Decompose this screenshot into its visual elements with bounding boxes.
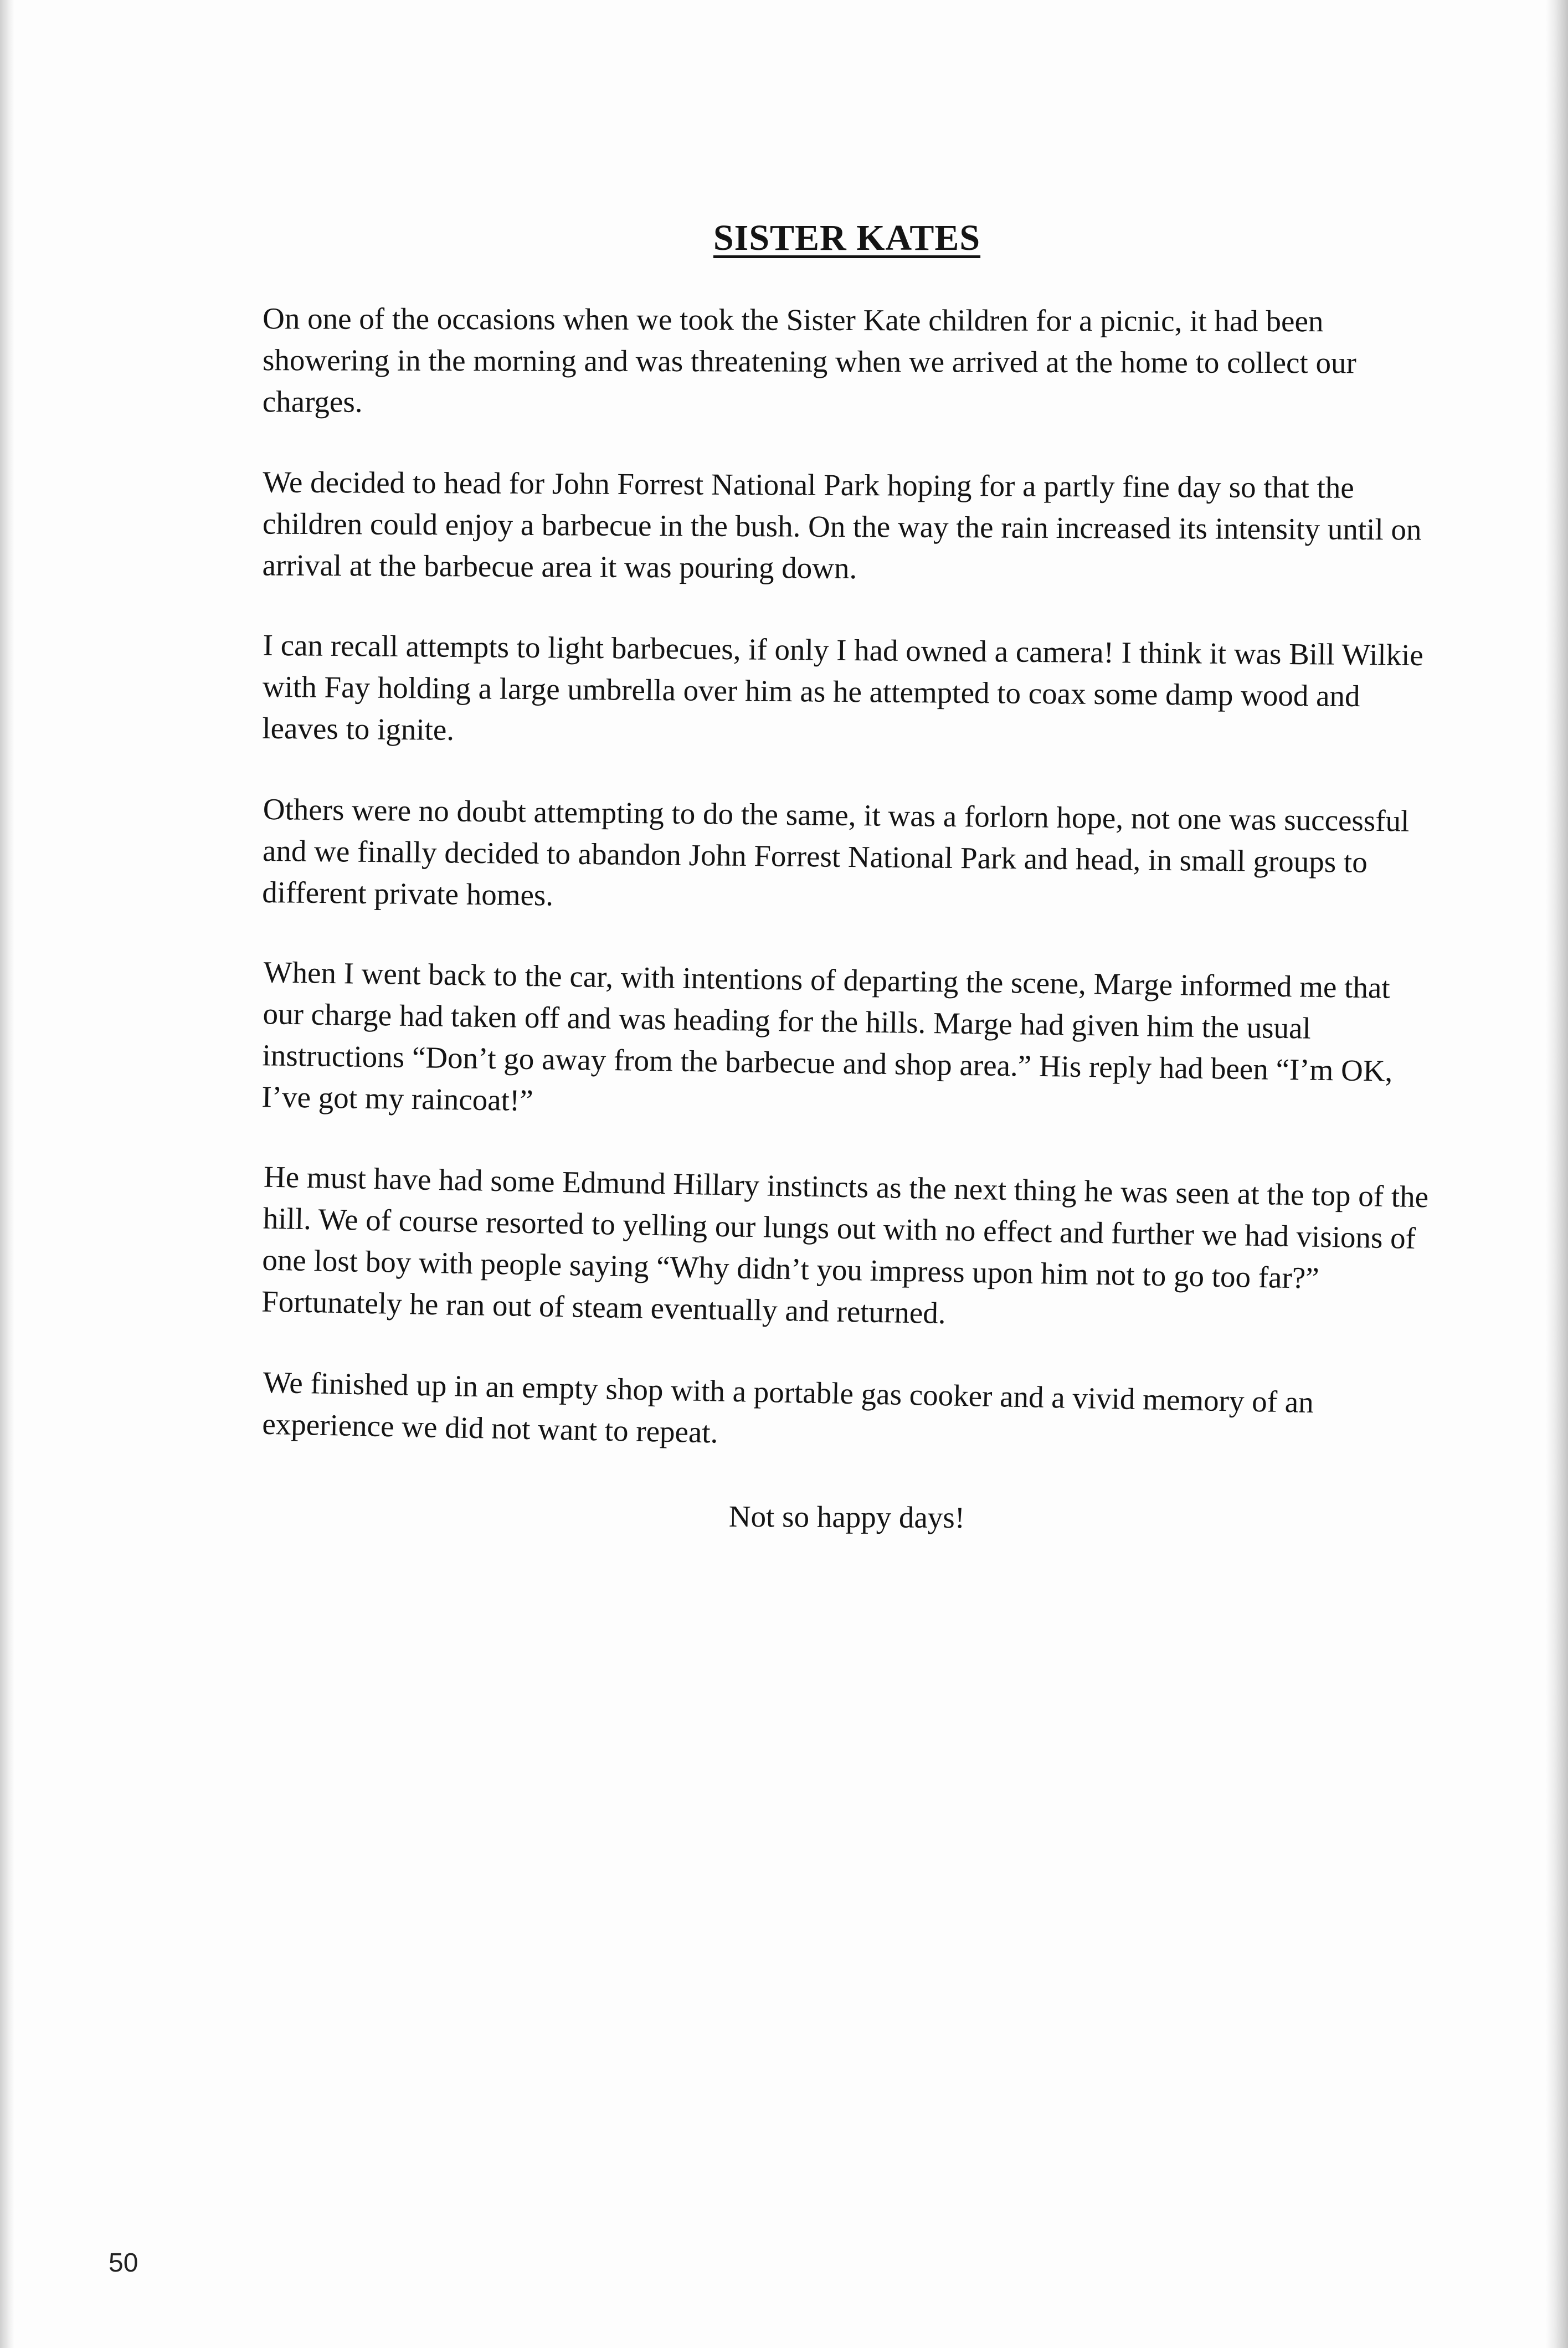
paragraph-4: Others were no doubt attempting to do the same, it was a forlorn hope, not one was successful and we finally decided to abandon John Forrest National Park and head, in small groups to different private homes.	[261, 792, 1410, 912]
page-title: SISTER KATES	[713, 218, 981, 258]
paragraph-3: I can recall attempts to light barbecues, if only I had owned a camera! I think it was Bill Wilkie with Fay holding a large umbrella over him as he attempted to coax some damp wood and leaves to ignite.	[262, 628, 1424, 747]
paragraph-5: When I went back to the car, with intentions of departing the scene, Marge informed me that our charge had taken off and was heading for the hills. Marge had given him the usual instructions “Don’t go away from the barbecue and shop area.” His reply had been “I’m OK, I’ve got my raincoat!”	[261, 955, 1393, 1118]
page-left-edge-shadow	[0, 0, 14, 2348]
paragraph-6: He must have had some Edmund Hillary instincts as the next thing he was seen at the top of the hill. We of course resorted to yelling our lungs out with no effect and further we had visions of one lost boy with people saying “Why didn’t you impress upon him not to go too far?” Fortunately he ran out of steam eventually and returned.	[261, 1159, 1429, 1330]
closing-line: Not so happy days!	[728, 1499, 965, 1535]
page-right-edge-shadow	[1546, 0, 1568, 2348]
paragraph-7: We finished up in an empty shop with a portable gas cooker and a vivid memory of an experience we did not want to repeat.	[261, 1365, 1314, 1450]
page-number: 50	[109, 2248, 138, 2278]
document-body	[263, 216, 1431, 1538]
paragraph-1: On one of the occasions when we took the Sister Kate children for a picnic, it had been showering in the morning and was threatening when we arrived at the home to collect our charges.	[262, 301, 1356, 419]
paragraph-2: We decided to head for John Forrest National Park hoping for a partly fine day so that the children could enjoy a barbecue in the bush. On the way the rain increased its intensity until on arrival at the barbecue area it was pouring down.	[262, 465, 1422, 585]
